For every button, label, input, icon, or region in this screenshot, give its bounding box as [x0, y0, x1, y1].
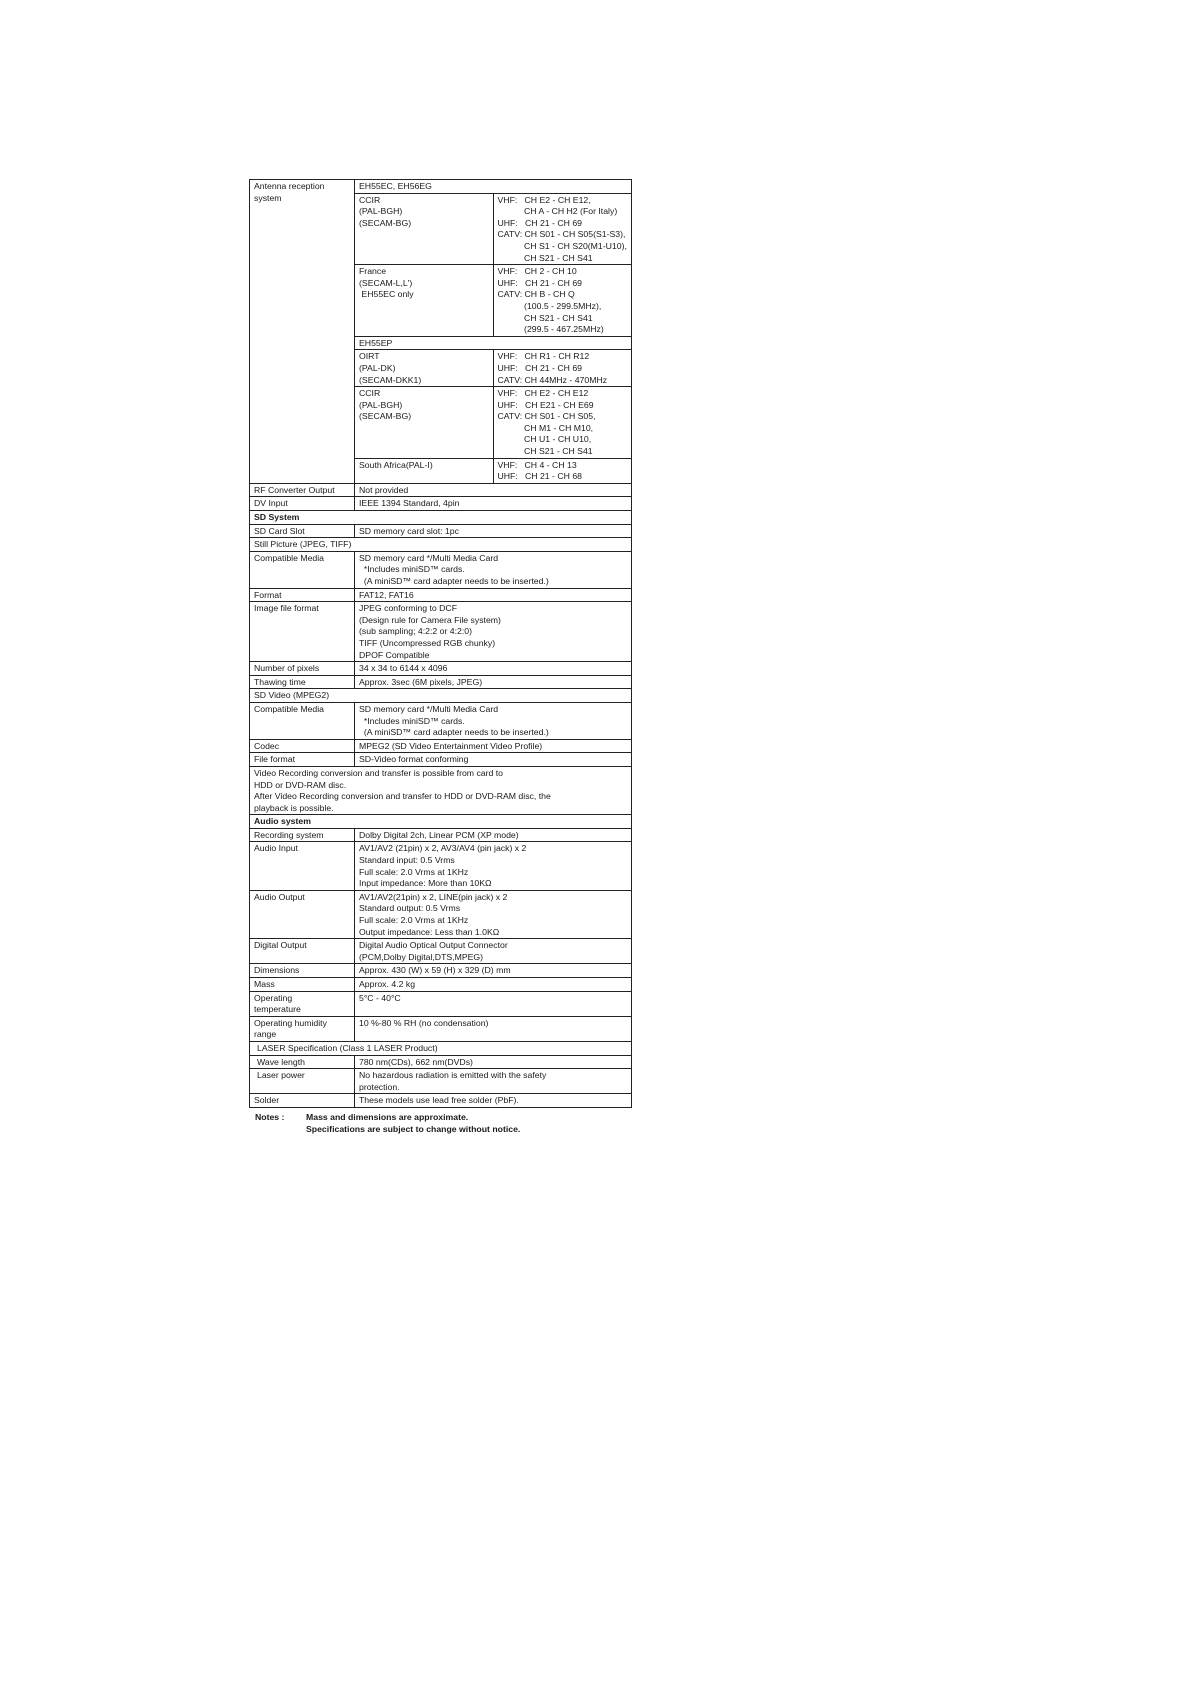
- table-row: [250, 538, 632, 552]
- mass-label: Mass: [250, 978, 355, 992]
- laser-power-label: Laser power: [250, 1069, 355, 1094]
- section-sd-system: SD System: [250, 511, 632, 525]
- digital-output-value: Digital Audio Optical Output Connector (PCM,Dolby Digital,DTS,MPEG): [355, 939, 632, 964]
- spec-table: [249, 179, 632, 484]
- wave-length-value: 780 nm(CDs), 662 nm(DVDs): [355, 1055, 632, 1069]
- compatible-media-video-value: SD memory card */Multi Media Card *Includes miniSD™ cards. (A miniSD™ card adapter needs to be inserted.): [355, 702, 632, 739]
- table-row: [250, 483, 632, 497]
- standard-france: France (SECAM-L,L') EH55EC only: [355, 265, 494, 337]
- table-row: [250, 511, 632, 525]
- table-row: [250, 689, 632, 703]
- thawing-value: Approx. 3sec (6M pixels, JPEG): [355, 675, 632, 689]
- format-value: FAT12, FAT16: [355, 588, 632, 602]
- rf-label: RF Converter Output: [250, 483, 355, 497]
- standard-ccir-ep: CCIR (PAL-BGH) (SECAM-BG): [355, 387, 494, 459]
- spec-table-main: [249, 483, 632, 1108]
- antenna-label: Antenna reception system: [250, 180, 355, 484]
- section-audio-system: Audio system: [250, 815, 632, 829]
- solder-label: Solder: [250, 1094, 355, 1108]
- audio-input-value: AV1/AV2 (21pin) x 2, AV3/AV4 (pin jack) x 2 Standard input: 0.5 Vrms Full scale: 2.0 Vrms at 1KHz Input impedance: More than 10KΩ: [355, 842, 632, 890]
- sd-slot-value: SD memory card slot: 1pc: [355, 524, 632, 538]
- table-row: [250, 1055, 632, 1069]
- table-row: [250, 828, 632, 842]
- standard-oirt: OIRT (PAL-DK) (SECAM-DKK1): [355, 350, 494, 387]
- table-row: [250, 588, 632, 602]
- channels-oirt: VHF: CH R1 - CH R12 UHF: CH 21 - CH 69 CATV: CH 44MHz - 470MHz: [493, 350, 632, 387]
- channels-france: VHF: CH 2 - CH 10 UHF: CH 21 - CH 69 CATV: CH B - CH Q (100.5 - 299.5MHz), CH S21 - CH S41 (299.5 - 467.25MHz): [493, 265, 632, 337]
- image-format-value: JPEG conforming to DCF (Design rule for Camera File system) (sub sampling; 4:2:2 or 4:2:0) TIFF (Uncompressed RGB chunky) DPOF Compatible: [355, 602, 632, 662]
- table-row: [250, 524, 632, 538]
- standard-south-africa: South Africa(PAL-I): [355, 458, 494, 483]
- table-row: [250, 964, 632, 978]
- model-group-ep: EH55EP: [355, 336, 632, 350]
- section-laser-spec: LASER Specification (Class 1 LASER Product): [250, 1041, 632, 1055]
- recording-system-label: Recording system: [250, 828, 355, 842]
- temperature-value: 5°C - 40°C: [355, 991, 632, 1016]
- sd-slot-label: SD Card Slot: [250, 524, 355, 538]
- table-row: [250, 978, 632, 992]
- thawing-label: Thawing time: [250, 675, 355, 689]
- table-row: [250, 180, 632, 194]
- recording-system-value: Dolby Digital 2ch, Linear PCM (XP mode): [355, 828, 632, 842]
- table-row: [250, 939, 632, 964]
- section-sd-video: SD Video (MPEG2): [250, 689, 632, 703]
- file-format-value: SD-Video format conforming: [355, 753, 632, 767]
- channels-ccir: VHF: CH E2 - CH E12, CH A - CH H2 (For Italy) UHF: CH 21 - CH 69 CATV: CH S01 - CH S05(S1-S3), CH S1 - CH S20(M1-U10), CH S21 - CH S41: [493, 193, 632, 265]
- codec-label: Codec: [250, 739, 355, 753]
- table-row: [250, 702, 632, 739]
- table-row: [250, 602, 632, 662]
- table-row: [250, 753, 632, 767]
- compatible-media-video-label: Compatible Media: [250, 702, 355, 739]
- table-row: [250, 739, 632, 753]
- standard-ccir: CCIR (PAL-BGH) (SECAM-BG): [355, 193, 494, 265]
- table-row: [250, 766, 632, 814]
- channels-south-africa: VHF: CH 4 - CH 13 UHF: CH 21 - CH 68: [493, 458, 632, 483]
- spec-page: [249, 179, 632, 1135]
- image-format-label: Image file format: [250, 602, 355, 662]
- channels-ccir-ep: VHF: CH E2 - CH E12 UHF: CH E21 - CH E69 CATV: CH S01 - CH S05, CH M1 - CH M10, CH U1 - CH U10, CH S21 - CH S41: [493, 387, 632, 459]
- format-label: Format: [250, 588, 355, 602]
- table-row: [250, 890, 632, 938]
- mass-value: Approx. 4.2 kg: [355, 978, 632, 992]
- codec-value: MPEG2 (SD Video Entertainment Video Profile): [355, 739, 632, 753]
- table-row: [250, 842, 632, 890]
- audio-input-label: Audio Input: [250, 842, 355, 890]
- table-row: [250, 551, 632, 588]
- table-row: [250, 1041, 632, 1055]
- model-group-ec-eg: EH55EC, EH56EG: [355, 180, 632, 194]
- notes-text: Mass and dimensions are approximate. Specifications are subject to change without notice.: [306, 1111, 521, 1134]
- solder-value: These models use lead free solder (PbF).: [355, 1094, 632, 1108]
- dimensions-label: Dimensions: [250, 964, 355, 978]
- table-row: [250, 1069, 632, 1094]
- audio-output-value: AV1/AV2(21pin) x 2, LINE(pin jack) x 2 Standard output: 0.5 Vrms Full scale: 2.0 Vrms at 1KHz Output impedance: Less than 1.0KΩ: [355, 890, 632, 938]
- table-row: [250, 662, 632, 676]
- dv-label: DV Input: [250, 497, 355, 511]
- pixels-label: Number of pixels: [250, 662, 355, 676]
- notes: [249, 1112, 632, 1135]
- laser-power-value: No hazardous radiation is emitted with the safety protection.: [355, 1069, 632, 1094]
- notes-label: Notes :: [255, 1111, 285, 1122]
- dv-value: IEEE 1394 Standard, 4pin: [355, 497, 632, 511]
- compatible-media-value: SD memory card */Multi Media Card *Includes miniSD™ cards. (A miniSD™ card adapter needs to be inserted.): [355, 551, 632, 588]
- table-row: [250, 675, 632, 689]
- rf-value: Not provided: [355, 483, 632, 497]
- digital-output-label: Digital Output: [250, 939, 355, 964]
- audio-output-label: Audio Output: [250, 890, 355, 938]
- video-recording-note: Video Recording conversion and transfer is possible from card to HDD or DVD-RAM disc. After Video Recording conversion and transfer to HDD or DVD-RAM disc, the playback is possible.: [250, 766, 632, 814]
- wave-length-label: Wave length: [250, 1055, 355, 1069]
- humidity-value: 10 %-80 % RH (no condensation): [355, 1016, 632, 1041]
- compatible-media-label: Compatible Media: [250, 551, 355, 588]
- pixels-value: 34 x 34 to 6144 x 4096: [355, 662, 632, 676]
- temperature-label: Operating temperature: [250, 991, 355, 1016]
- table-row: [250, 815, 632, 829]
- table-row: [250, 1016, 632, 1041]
- table-row: [250, 497, 632, 511]
- table-row: [250, 991, 632, 1016]
- dimensions-value: Approx. 430 (W) x 59 (H) x 329 (D) mm: [355, 964, 632, 978]
- file-format-label: File format: [250, 753, 355, 767]
- humidity-label: Operating humidity range: [250, 1016, 355, 1041]
- table-row: [250, 1094, 632, 1108]
- section-still-picture: Still Picture (JPEG, TIFF): [250, 538, 632, 552]
